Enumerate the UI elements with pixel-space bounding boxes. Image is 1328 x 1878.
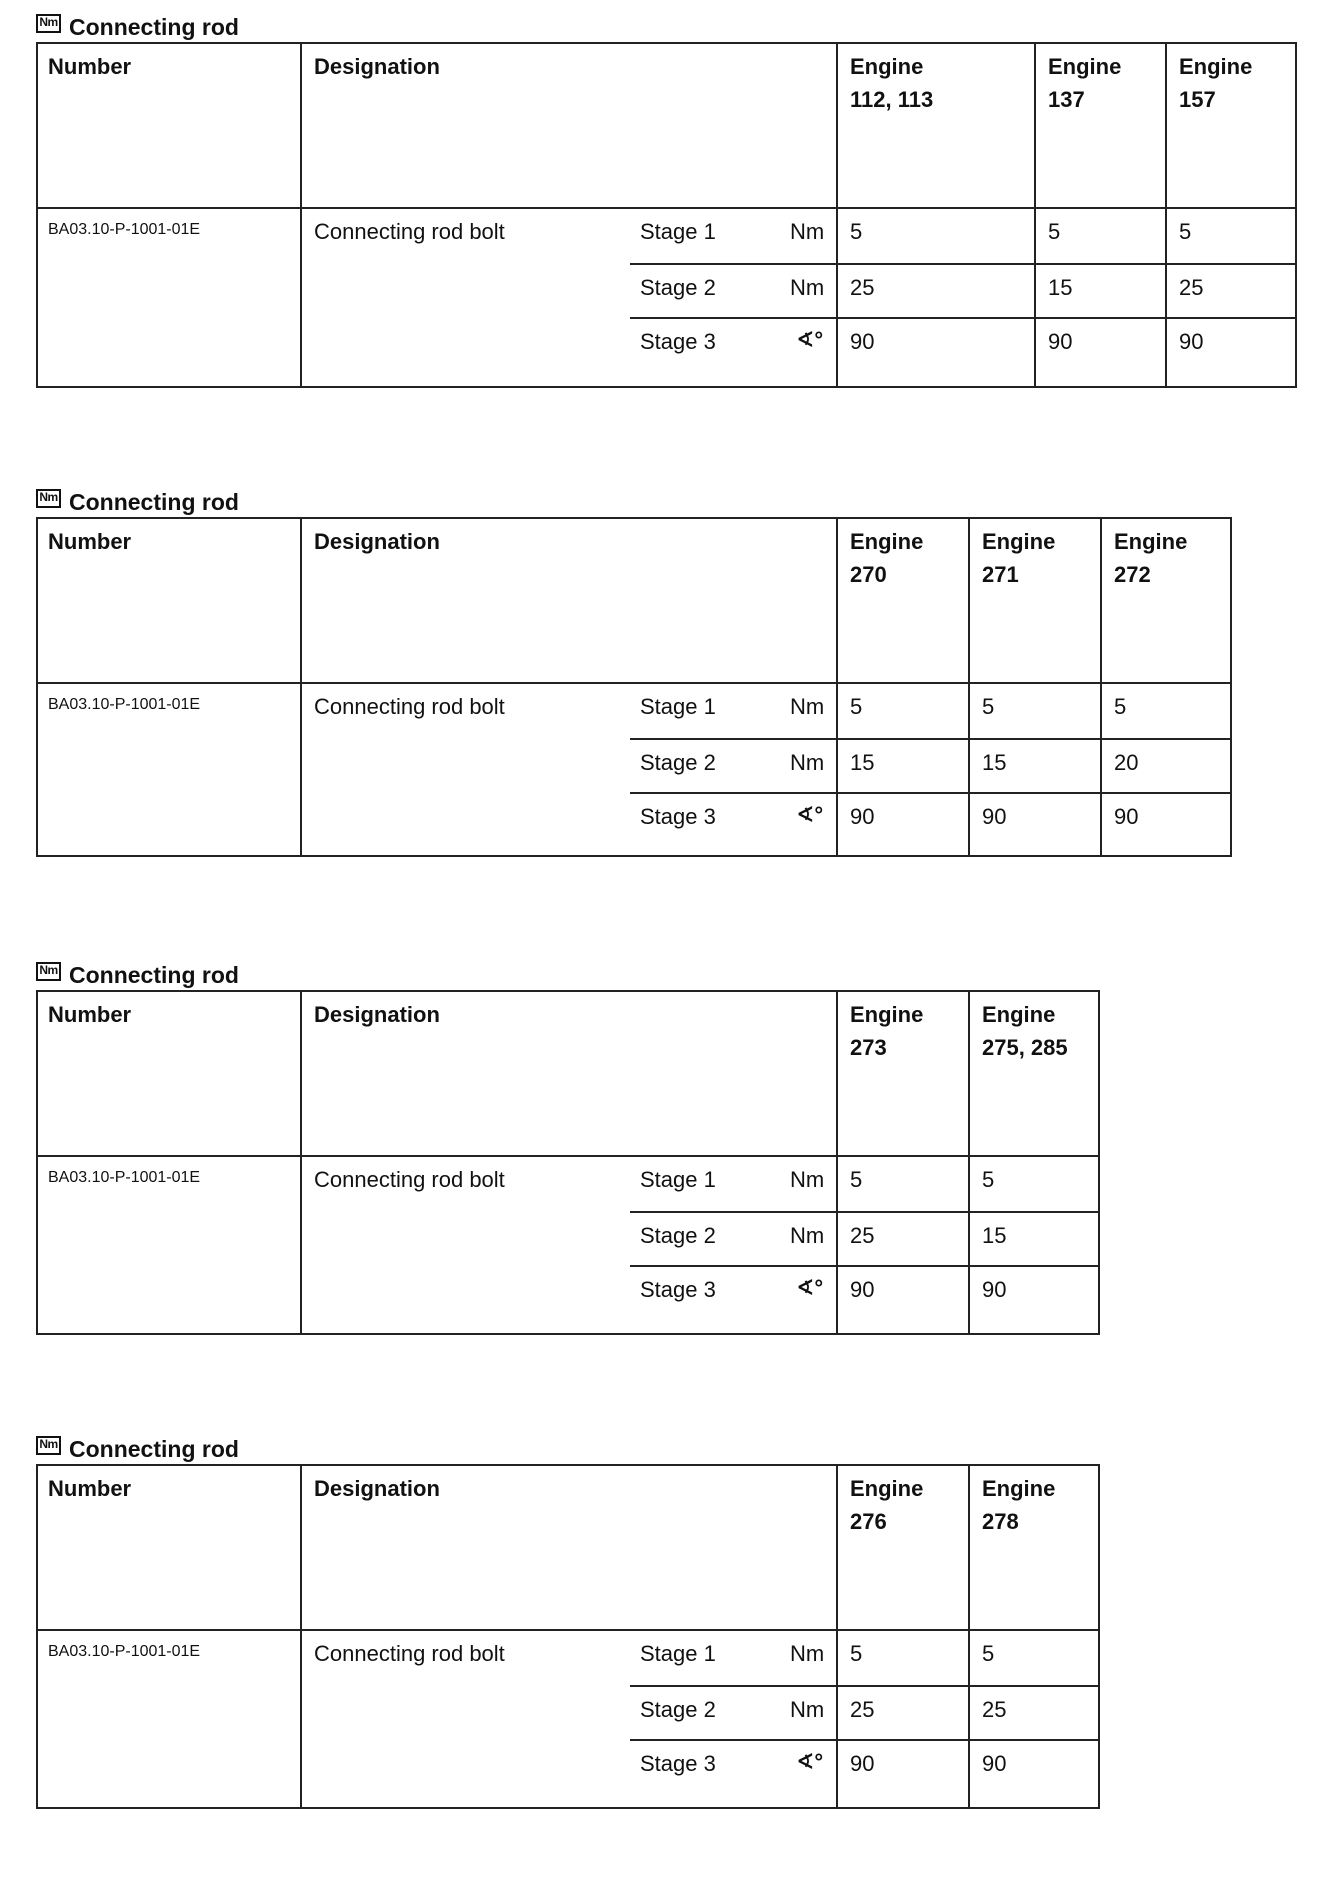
stage-unit: Nm (790, 1641, 825, 1666)
table-header-divider (38, 1155, 1098, 1157)
stage-unit: Nm (790, 694, 825, 719)
table-column-divider (1034, 44, 1036, 386)
table-header-divider (38, 1629, 1098, 1631)
torque-value: 5 (850, 1641, 863, 1666)
stage-row-divider (630, 1739, 1098, 1741)
table-column-divider (300, 992, 302, 1333)
table-column-divider (968, 519, 970, 855)
stage-row-divider (630, 738, 1230, 740)
designation-text: Connecting rod bolt (314, 694, 505, 719)
table-column-divider (836, 519, 838, 855)
designation-text: Connecting rod bolt (314, 219, 505, 244)
table-column-divider (836, 44, 838, 386)
section-title-text: Connecting rod (69, 961, 239, 988)
column-header-engine: Engine 275, 285 (982, 1002, 1068, 1060)
designation-text: Connecting rod bolt (314, 1167, 505, 1192)
column-header-designation: Designation (314, 1002, 440, 1027)
column-header-designation: Designation (314, 54, 440, 79)
torque-value: 90 (982, 1751, 1007, 1776)
column-header-number: Number (48, 529, 132, 554)
torque-table (36, 517, 1232, 857)
torque-value: 90 (982, 804, 1007, 829)
part-number: BA03.10-P-1001-01E (48, 221, 201, 238)
column-header-engine: Engine 273 (850, 1002, 924, 1060)
torque-value: 25 (982, 1697, 1007, 1722)
torque-value: 90 (850, 1277, 875, 1302)
section-title (36, 958, 239, 992)
torque-value: 15 (982, 1223, 1007, 1248)
stage-row-divider (630, 263, 1295, 265)
stage-unit: Nm (790, 750, 825, 775)
torque-value: 90 (982, 1277, 1007, 1302)
stage-label: Stage 3 (640, 329, 716, 354)
torque-value: 25 (1179, 275, 1204, 300)
torque-value: 90 (1114, 804, 1139, 829)
column-header-designation: Designation (314, 1476, 440, 1501)
torque-value: 90 (1048, 329, 1073, 354)
torque-value: 15 (850, 750, 875, 775)
section (36, 958, 1068, 1302)
torque-value: 5 (982, 1167, 995, 1192)
torque-table (36, 1464, 1100, 1809)
column-header-number: Number (48, 54, 132, 79)
stage-unit: Nm (790, 1167, 825, 1192)
column-header-number: Number (48, 1476, 132, 1501)
torque-nm-icon: Nm (36, 962, 61, 981)
designation-text: Connecting rod bolt (314, 1641, 505, 1666)
column-header-engine: Engine 270 (850, 529, 924, 587)
torque-nm-icon: Nm (36, 14, 61, 33)
stage-unit: Nm (790, 275, 825, 300)
torque-value: 25 (850, 1697, 875, 1722)
stage-label: Stage 1 (640, 1641, 716, 1666)
table-column-divider (300, 519, 302, 855)
torque-value: 5 (850, 1167, 863, 1192)
stage-row-divider (630, 1685, 1098, 1687)
torque-value: 5 (982, 1641, 995, 1666)
part-number: BA03.10-P-1001-01E (48, 696, 201, 713)
stage-label: Stage 2 (640, 1697, 716, 1722)
stage-row-divider (630, 1265, 1098, 1267)
stage-unit: Nm (790, 1223, 825, 1248)
angle-degree-icon: ∢° (796, 802, 824, 827)
section-title-text: Connecting rod (69, 1435, 239, 1462)
stage-label: Stage 2 (640, 750, 716, 775)
angle-degree-icon: ∢° (796, 1275, 824, 1300)
torque-value: 90 (850, 1751, 875, 1776)
table-column-divider (968, 992, 970, 1333)
column-header-engine: Engine 137 (1048, 54, 1122, 112)
stage-label: Stage 1 (640, 219, 716, 244)
stage-label: Stage 3 (640, 1751, 716, 1776)
column-header-designation: Designation (314, 529, 440, 554)
column-header-number: Number (48, 1002, 132, 1027)
column-header-engine: Engine 278 (982, 1476, 1056, 1534)
table-column-divider (300, 1466, 302, 1807)
torque-value: 25 (850, 1223, 875, 1248)
stage-row-divider (630, 1211, 1098, 1213)
torque-value: 90 (850, 804, 875, 829)
table-column-divider (1100, 519, 1102, 855)
stage-unit: Nm (790, 1697, 825, 1722)
table-header-divider (38, 207, 1295, 209)
section-title (36, 1432, 239, 1466)
torque-table (36, 990, 1100, 1335)
torque-value: 15 (982, 750, 1007, 775)
torque-value: 5 (850, 219, 863, 244)
torque-value: 20 (1114, 750, 1139, 775)
stage-label: Stage 3 (640, 804, 716, 829)
stage-row-divider (630, 317, 1295, 319)
torque-value: 5 (1048, 219, 1061, 244)
table-column-divider (1165, 44, 1167, 386)
torque-value: 5 (982, 694, 995, 719)
torque-value: 5 (1114, 694, 1127, 719)
torque-table (36, 42, 1297, 388)
torque-value: 15 (1048, 275, 1073, 300)
table-column-divider (836, 992, 838, 1333)
angle-degree-icon: ∢° (796, 1749, 824, 1774)
torque-nm-icon: Nm (36, 489, 61, 508)
stage-row-divider (630, 792, 1230, 794)
table-header-divider (38, 682, 1230, 684)
column-header-engine: Engine 272 (1114, 529, 1188, 587)
section (36, 485, 1188, 829)
part-number: BA03.10-P-1001-01E (48, 1169, 201, 1186)
table-column-divider (300, 44, 302, 386)
torque-value: 5 (850, 694, 863, 719)
column-header-engine: Engine 271 (982, 529, 1056, 587)
section (36, 10, 1253, 354)
torque-value: 25 (850, 275, 875, 300)
section-title (36, 485, 239, 519)
stage-label: Stage 3 (640, 1277, 716, 1302)
table-column-divider (836, 1466, 838, 1807)
torque-value: 90 (1179, 329, 1204, 354)
column-header-engine: Engine 112, 113 (850, 54, 934, 112)
stage-label: Stage 2 (640, 1223, 716, 1248)
angle-degree-icon: ∢° (796, 327, 824, 352)
section-title (36, 10, 239, 44)
torque-value: 5 (1179, 219, 1192, 244)
section-title-text: Connecting rod (69, 488, 239, 515)
stage-label: Stage 2 (640, 275, 716, 300)
stage-unit: Nm (790, 219, 825, 244)
column-header-engine: Engine 276 (850, 1476, 924, 1534)
table-column-divider (968, 1466, 970, 1807)
stage-label: Stage 1 (640, 1167, 716, 1192)
torque-value: 90 (850, 329, 875, 354)
column-header-engine: Engine 157 (1179, 54, 1253, 112)
stage-label: Stage 1 (640, 694, 716, 719)
part-number: BA03.10-P-1001-01E (48, 1643, 201, 1660)
section-title-text: Connecting rod (69, 13, 239, 40)
section (36, 1432, 1056, 1776)
torque-nm-icon: Nm (36, 1436, 61, 1455)
